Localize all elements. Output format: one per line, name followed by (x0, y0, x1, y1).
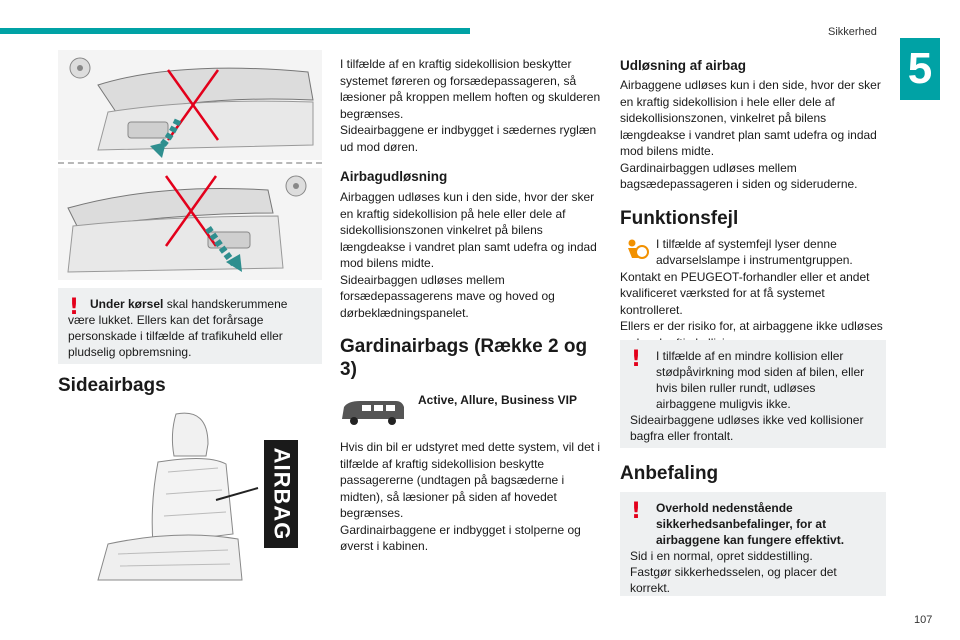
sideairbag-intro: I tilfælde af en kraftig sidekollision beskytter systemet føreren og forsædepassageren, så læsioner på kroppen mellem hoften og skulderen begrænses. (340, 57, 601, 121)
warning-bold: Under kørsel (90, 297, 164, 311)
chapter-number: 5 (900, 38, 940, 100)
airbag-warning-lamp-icon (622, 236, 650, 264)
safety-advice-box (620, 492, 886, 596)
warning-icon: ! (631, 347, 642, 372)
heading-recommendation: Anbefaling (620, 463, 719, 484)
malfunction-block (620, 236, 888, 352)
airbag-label: AIRBAG (269, 447, 294, 541)
glovebox-lower-illustration (58, 168, 322, 280)
deployment-text-2: Gardinairbaggen udløses mellem bagsædepassageren i siden og sideruderne. (620, 160, 858, 191)
header-accent-bar (0, 28, 470, 34)
glovebox-warning (58, 288, 322, 364)
heading-sideairbags: Sideairbags (58, 375, 166, 396)
warning-icon: ! (69, 295, 80, 320)
heading-airbag-deployment: Udløsning af airbag (620, 58, 747, 73)
version-active: Active (418, 393, 455, 407)
release-text: Airbaggen udløses kun i den side, hvor der sker en kraftig sidekollision på hele eller dele af sidekollisionszonen vinkelret på bilens længdeakse i vandret plan samt udefra og indad mod bilens midte. (340, 190, 597, 270)
page-number: 107 (914, 614, 933, 626)
advice-item-1: Sid i en normal, opret siddestilling. (630, 549, 813, 563)
heading-malfunction: Funktionsfejl (620, 207, 739, 229)
malfunction-risk: Ellers er der risiko for, at airbaggene ikke udløses (620, 319, 883, 333)
versions-row: Active, Allure, Business VIP (340, 393, 604, 429)
warning-text-2: Sideairbaggene udløses ikke ved kollisioner bagfra eller frontalt. (630, 413, 864, 443)
warning-text: I tilfælde af en mindre kollision eller stødpåvirkning mod siden af bilen, eller hvis bilen ruller rundt, udløses airbaggene muligvis ikke. (656, 349, 865, 411)
glovebox-upper-illustration (58, 50, 322, 160)
minor-collision-warning (620, 340, 886, 448)
warning-text: skal handskerummene være lukket. Ellers kan det forårsage personskade i tilfælde af trafikuheld eller pludselig opbremsning. (68, 297, 288, 359)
van-icon (340, 397, 406, 427)
heading-airbag-release: Airbagudløsning (340, 169, 448, 184)
column-3 (620, 58, 888, 351)
figure-divider (58, 162, 322, 164)
malfunction-contact: Kontakt en PEUGEOT-forhandler eller et andet kvalificeret værksted for at få systemet kontrolleret. (620, 269, 870, 317)
advice-item-2: Fastgør sikkerhedsselen, og placer det korrekt. (630, 565, 837, 595)
warning-icon: ! (631, 499, 642, 524)
section-title: Sikkerhed (828, 26, 877, 38)
malfunction-lead: I tilfælde af systemfejl lyser denne advarselslampe i instrumentgruppen. (656, 236, 853, 267)
curtain-intro: Hvis din bil er udstyret med dette system, vil det i tilfælde af kraftig sidekollision beskytte passagererne (undtagen på bagsæderne i midten), så læsioner på siden af hovedet begrænses. (340, 440, 601, 520)
version-business-vip: Business VIP (500, 393, 577, 407)
column-2 (340, 56, 604, 555)
heading-curtain-airbags: Gardinairbags (Række 2 og 3) (340, 336, 588, 380)
curtain-location: Gardinairbaggene er indbygget i stolperne og øverst i kabinen. (340, 522, 581, 553)
deployment-text: Airbaggene udløses kun i den side, hvor der sker en kraftig sidekollision i hele eller dele af sidekollisionszonen, vinkelret på bilens længdeakse i vandret plan samt udefra og indad mod bilens midte. (620, 78, 881, 158)
seat-illustration (58, 404, 322, 584)
advice-bold: Overhold nedenstående sikkerhedsanbefalinger, for at airbaggene kan fungere effektivt. (656, 501, 845, 547)
release-text-2: Sideairbaggen udløses mellem forsædepassagerens mave og hoved og dørbeklædningspanelet. (340, 272, 555, 320)
sideairbag-location: Sideairbaggene er indbygget i sædernes ryglæn ud mod døren. (340, 123, 597, 154)
version-allure: Allure (460, 393, 495, 407)
